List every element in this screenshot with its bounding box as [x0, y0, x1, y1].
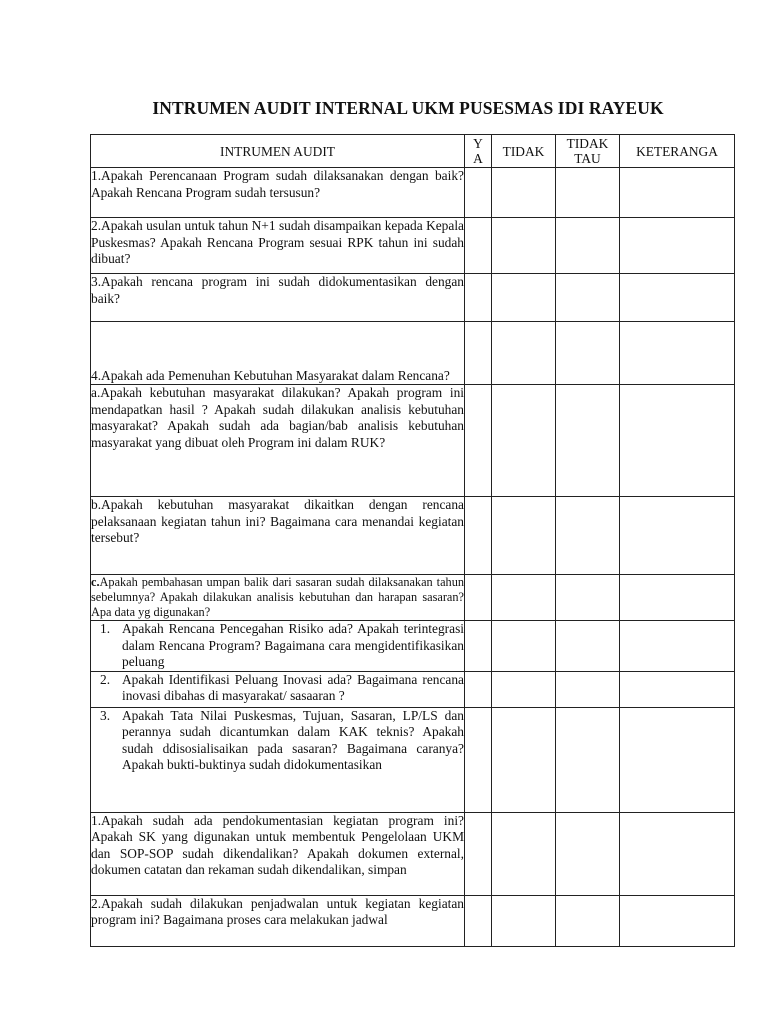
answer-ya-cell[interactable]	[465, 671, 492, 707]
header-tidak: TIDAK	[492, 135, 556, 168]
answer-tidak-cell[interactable]	[492, 274, 556, 322]
keterangan-cell[interactable]	[620, 707, 735, 812]
keterangan-cell[interactable]	[620, 895, 735, 946]
answer-tidak-tau-cell[interactable]	[556, 218, 620, 274]
table-row	[91, 168, 735, 218]
answer-tidak-tau-cell[interactable]	[556, 274, 620, 322]
table-row	[91, 575, 735, 621]
answer-ya-cell[interactable]	[465, 218, 492, 274]
keterangan-cell[interactable]	[620, 621, 735, 672]
header-tidak-tau	[556, 135, 620, 168]
answer-tidak-cell[interactable]	[492, 671, 556, 707]
question-cell: 2.Apakah sudah dilakukan penjadwalan untuk kegiatan kegiatan program ini? Bagaimana proses cara melakukan jadwal	[91, 895, 465, 946]
answer-ya-cell[interactable]	[465, 497, 492, 575]
answer-ya-cell[interactable]	[465, 895, 492, 946]
answer-ya-cell[interactable]	[465, 707, 492, 812]
answer-ya-cell[interactable]	[465, 385, 492, 497]
question-cell: a.Apakah kebutuhan masyarakat dilakukan? Apakah program ini mendapatkan hasil ? Apakah sudah dilakukan analisis kebutuhan masyarakat? Apakah sudah ada bagian/bab analisis kebutuhan masyarakat yang dibuat oleh Program ini dalam RUK?	[91, 385, 465, 497]
answer-tidak-tau-cell[interactable]	[556, 621, 620, 672]
answer-tidak-cell[interactable]	[492, 385, 556, 497]
answer-ya-cell[interactable]	[465, 621, 492, 672]
list-item-number: 2.	[100, 671, 111, 687]
list-item-text: Apakah Tata Nilai Puskesmas, Tujuan, Sasaran, LP/LS dan perannya sudah dicantumkan dalam KAK teknis? Apakah sudah ddisosialisaikan pada sasaran? Bagaimana caranya? Apakah bukti-buktinya sudah didokumentasikan	[122, 707, 464, 772]
answer-tidak-cell[interactable]	[492, 322, 556, 385]
header-ya-line2: A	[473, 151, 483, 166]
keterangan-cell[interactable]	[620, 274, 735, 322]
answer-tidak-cell[interactable]	[492, 575, 556, 621]
keterangan-cell[interactable]	[620, 812, 735, 895]
list-item-text: Apakah Rencana Pencegahan Risiko ada? Apakah terintegrasi dalam Rencana Program? Bagaimana cara mengidentifikasikan peluang	[122, 621, 464, 669]
question-cell	[91, 621, 465, 672]
question-cell: 1.Apakah sudah ada pendokumentasian kegiatan program ini? Apakah SK yang digunakan untuk membentuk Pengelolaan UKM dan SOP-SOP sudah dikendalikan? Apakah dokumen external, dokumen catatan dan rekaman sudah dikendalikan, simpan	[91, 812, 465, 895]
question-cell: 4.Apakah ada Pemenuhan Kebutuhan Masyarakat dalam Rencana?	[91, 322, 465, 385]
document-title: INTRUMEN AUDIT INTERNAL UKM PUSESMAS IDI RAYEUK	[152, 98, 664, 118]
table-row	[91, 621, 735, 672]
answer-tidak-cell[interactable]	[492, 168, 556, 218]
header-audit: INTRUMEN AUDIT	[91, 135, 465, 168]
answer-tidak-tau-cell[interactable]	[556, 707, 620, 812]
keterangan-cell[interactable]	[620, 671, 735, 707]
header-tidak-tau-line2: TAU	[574, 151, 601, 166]
answer-tidak-tau-cell[interactable]	[556, 671, 620, 707]
question-cell: 2.Apakah usulan untuk tahun N+1 sudah disampaikan kepada Kepala Puskesmas? Apakah Rencana Program sesuai RPK tahun ini sudah dibuat?	[91, 218, 465, 274]
answer-tidak-tau-cell[interactable]	[556, 168, 620, 218]
keterangan-cell[interactable]	[620, 322, 735, 385]
question-lead: c.	[91, 575, 100, 589]
answer-tidak-tau-cell[interactable]	[556, 812, 620, 895]
table-row	[91, 274, 735, 322]
keterangan-cell[interactable]	[620, 168, 735, 218]
answer-ya-cell[interactable]	[465, 575, 492, 621]
list-item-number: 3.	[100, 707, 111, 723]
list-item	[100, 621, 464, 671]
answer-tidak-cell[interactable]	[492, 218, 556, 274]
table-row	[91, 895, 735, 946]
question-cell	[91, 575, 465, 621]
question-cell: 3.Apakah rencana program ini sudah didokumentasikan dengan baik?	[91, 274, 465, 322]
answer-tidak-tau-cell[interactable]	[556, 322, 620, 385]
numbered-list	[91, 621, 464, 671]
keterangan-cell[interactable]	[620, 575, 735, 621]
list-item	[100, 671, 464, 705]
answer-ya-cell[interactable]	[465, 274, 492, 322]
list-item-number: 1.	[100, 621, 111, 636]
answer-ya-cell[interactable]	[465, 168, 492, 218]
numbered-list	[91, 708, 464, 774]
table-row	[91, 218, 735, 274]
header-tidak-tau-line1: TIDAK	[566, 136, 609, 151]
keterangan-cell[interactable]	[620, 497, 735, 575]
table-row	[91, 497, 735, 575]
keterangan-cell[interactable]	[620, 218, 735, 274]
table-row	[91, 671, 735, 707]
answer-ya-cell[interactable]	[465, 322, 492, 385]
header-keterangan: KETERANGA	[620, 135, 735, 168]
header-ya-line1: Y	[473, 136, 483, 151]
question-cell: b.Apakah kebutuhan masyarakat dikaitkan dengan rencana pelaksanaan kegiatan tahun ini? Bagaimana cara menandai kegiatan tersebut?	[91, 497, 465, 575]
list-item	[100, 707, 464, 774]
answer-ya-cell[interactable]	[465, 812, 492, 895]
answer-tidak-tau-cell[interactable]	[556, 895, 620, 946]
answer-tidak-cell[interactable]	[492, 707, 556, 812]
table-row	[91, 707, 735, 812]
numbered-list	[91, 672, 464, 705]
question-cell: 1.Apakah Perencanaan Program sudah dilaksanakan dengan baik? Apakah Rencana Program sudah tersusun?	[91, 168, 465, 218]
question-cell	[91, 707, 465, 812]
answer-tidak-cell[interactable]	[492, 497, 556, 575]
question-text: Apakah pembahasan umpan balik dari sasaran sudah dilaksanakan tahun sebelumnya? Apakah dilakukan analisis kebutuhan dan harapan sasaran? Apa data yg digunakan?	[91, 575, 464, 619]
keterangan-cell[interactable]	[620, 385, 735, 497]
answer-tidak-cell[interactable]	[492, 895, 556, 946]
answer-tidak-tau-cell[interactable]	[556, 575, 620, 621]
table-row	[91, 385, 735, 497]
answer-tidak-cell[interactable]	[492, 812, 556, 895]
header-ya	[465, 135, 492, 168]
answer-tidak-tau-cell[interactable]	[556, 497, 620, 575]
header-row	[91, 135, 735, 168]
table-row	[91, 322, 735, 385]
list-item-text: Apakah Identifikasi Peluang Inovasi ada? Bagaimana rencana inovasi dibahas di masyarakat/ sasaaran ?	[122, 671, 464, 703]
question-cell	[91, 671, 465, 707]
table-row	[91, 812, 735, 895]
audit-table	[90, 134, 735, 947]
answer-tidak-cell[interactable]	[492, 621, 556, 672]
answer-tidak-tau-cell[interactable]	[556, 385, 620, 497]
